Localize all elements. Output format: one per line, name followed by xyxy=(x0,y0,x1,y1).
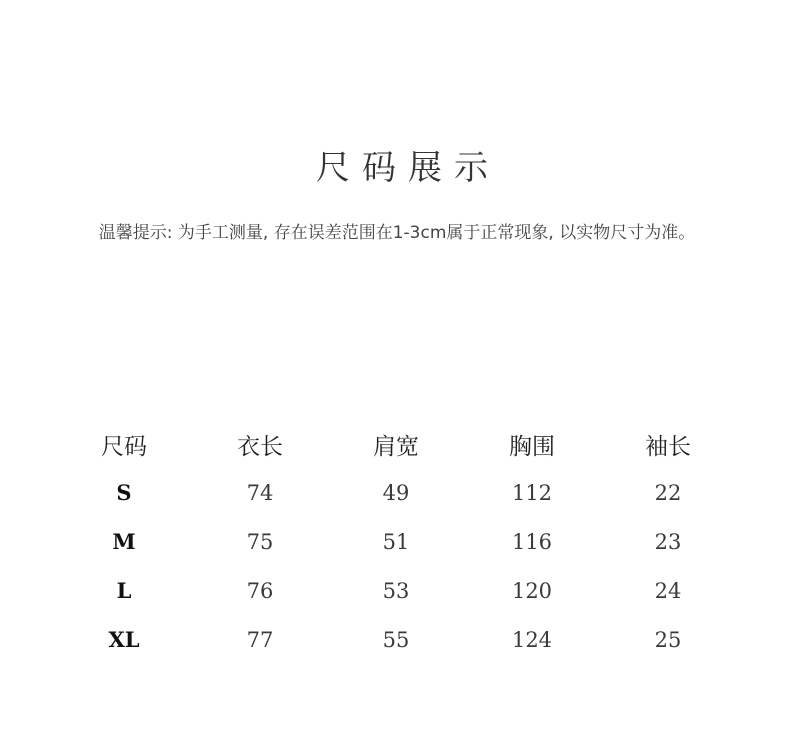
length-cell: 77 xyxy=(246,627,274,652)
size-cell: L xyxy=(116,578,132,603)
measurement-notice: 温馨提示: 为手工测量, 存在误差范围在1-3cm属于正常现象, 以实物尺寸为准。 xyxy=(98,223,696,243)
size-cell: XL xyxy=(108,627,140,652)
length-cell: 76 xyxy=(246,578,274,603)
table-row xyxy=(56,468,736,517)
size-chart-table xyxy=(56,420,736,664)
header-chest: 胸围 xyxy=(509,433,555,460)
sleeve-cell: 23 xyxy=(654,529,682,554)
table-header-row xyxy=(56,420,736,468)
chest-cell: 116 xyxy=(511,529,553,554)
shoulder-cell: 55 xyxy=(382,627,410,652)
shoulder-cell: 49 xyxy=(382,480,410,505)
header-length: 衣长 xyxy=(237,433,283,460)
sleeve-cell: 24 xyxy=(654,578,682,603)
header-shoulder: 肩宽 xyxy=(373,433,419,460)
page-title: 尺码展示 xyxy=(316,148,500,188)
size-cell: S xyxy=(116,480,132,505)
sleeve-cell: 22 xyxy=(654,480,682,505)
shoulder-cell: 51 xyxy=(382,529,410,554)
size-cell: M xyxy=(112,529,136,554)
chest-cell: 120 xyxy=(511,578,553,603)
chest-cell: 112 xyxy=(511,480,553,505)
table-row xyxy=(56,566,736,615)
table-row xyxy=(56,517,736,566)
table-row xyxy=(56,615,736,664)
shoulder-cell: 53 xyxy=(382,578,410,603)
length-cell: 74 xyxy=(246,480,274,505)
sleeve-cell: 25 xyxy=(654,627,682,652)
header-size: 尺码 xyxy=(101,433,147,460)
header-sleeve: 袖长 xyxy=(645,433,691,460)
chest-cell: 124 xyxy=(511,627,553,652)
length-cell: 75 xyxy=(246,529,274,554)
